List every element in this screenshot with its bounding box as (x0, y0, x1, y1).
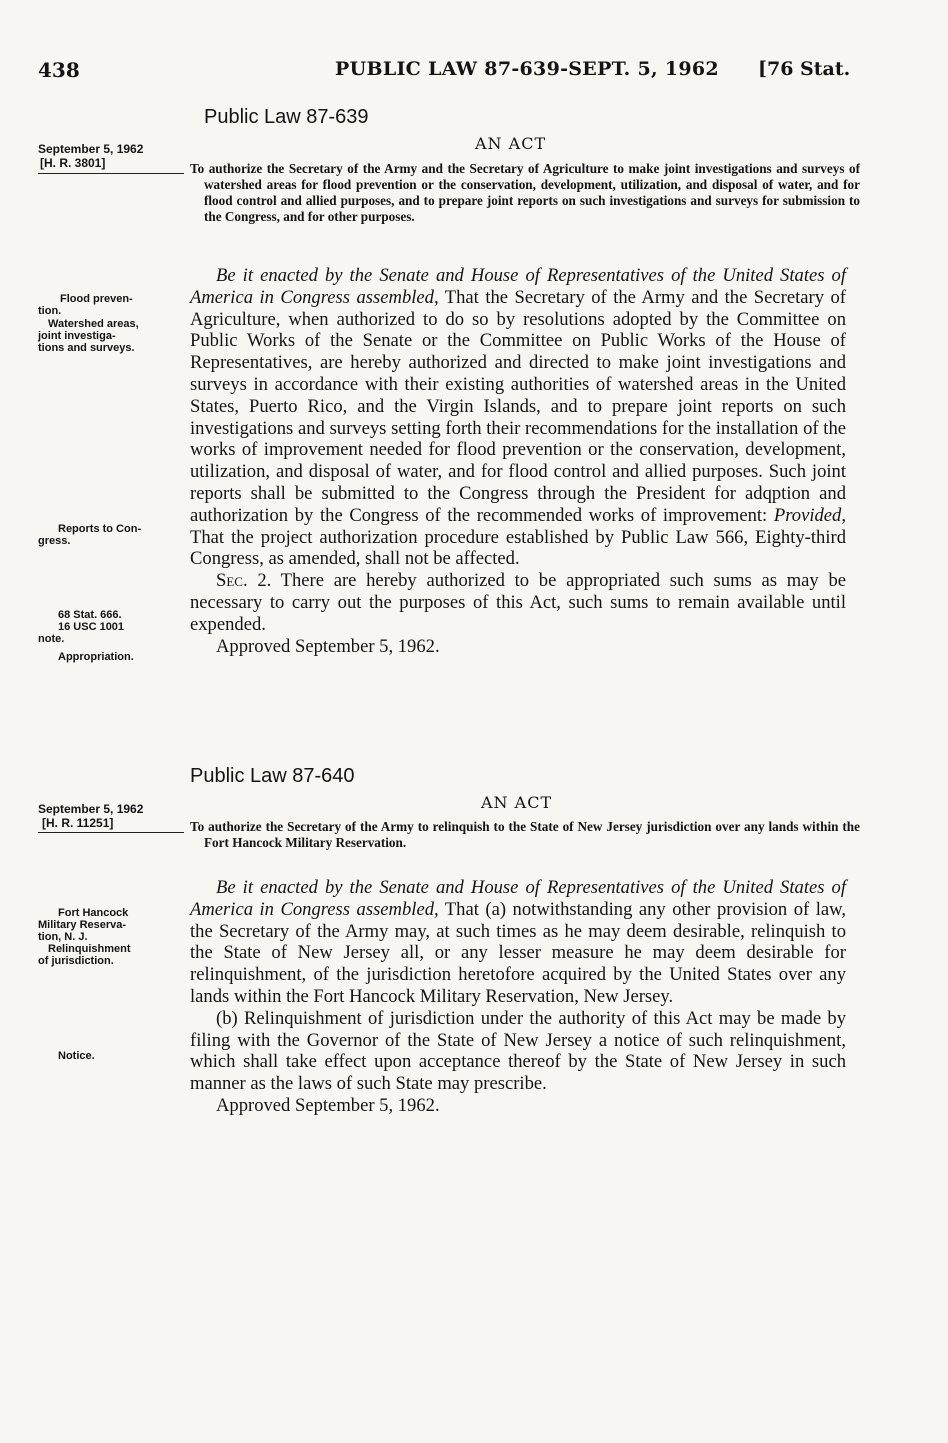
law1-an-act: AN ACT (475, 134, 547, 153)
law1-section1-text: That the Secretary of the Army and the Secretary of Agriculture, when authorized to do so by resolutions adopted by the Committee on Public Works of the Senate or the Committee on Public Works of the House of Representatives, are hereby authorized and directed to make joint investigations and surveys in accordance with their existing authorities of watershed areas in the United States, Puerto Rico, and the Virgin Islands, and to prepare joint reports on such investigations and surveys setting forth their recommendations for the installation of the works of improvement needed for flood prevention or the conservation, development, utilization, and disposal of water, and for flood control and allied purposes. Such joint reports shall be submitted to the Congress through the President for adqption and authorization by the Congress of the recommended works of improvement: (190, 286, 846, 526)
law1-provided: Provided, (773, 504, 846, 526)
running-title: PUBLIC LAW 87-639-SEPT. 5, 1962 (335, 58, 719, 80)
margin-note-fort-hancock: Fort Hancock Military Reserva- tion, N. J. (38, 907, 129, 943)
law1-enacting-clause: Be it enacted by the Senate and House of Representatives of the United States of America in Congress assembled, (190, 265, 846, 308)
law2-body (190, 877, 846, 1117)
margin-note-reports: Reports to Con- gress. (38, 523, 142, 547)
law1-synopsis: To authorize the Secretary of the Army and the Secretary of Agriculture to make joint investigations and surveys of watershed areas for flood prevention or the conservation, development, utilization, and disposal of water, and for flood control and allied purposes, and to prepare joint reports on such investigations and surveys for submission to the Congress, and for other purposes. (190, 161, 860, 224)
law2-synopsis: To authorize the Secretary of the Army to relinquish to the State of New Jersey jurisdiction over any lands within the Fort Hancock Military Reservation. (190, 819, 860, 850)
law2-date-block (38, 802, 184, 830)
margin-note-notice: Notice. (58, 1050, 95, 1062)
law1-section1-proviso: That the project authorization procedure established by Public Law 566, Eighty-third Congress, as amended, shall not be affected. (190, 526, 846, 570)
law1-date: September 5, 1962 (38, 142, 144, 156)
law1-section1 (190, 265, 846, 570)
law1-title: Public Law 87-639 (204, 106, 369, 128)
running-header (0, 58, 948, 88)
law1-date-block (38, 142, 176, 170)
law1-margin-rule (38, 173, 184, 174)
law2-date: September 5, 1962 (38, 802, 144, 816)
margin-note-appropriation: Appropriation. (58, 651, 134, 663)
law2-approved: Approved September 5, 1962. (216, 1094, 440, 1116)
law2-section-a-text: That (a) notwithstanding any other provision of law, the Secretary of the Army may, at such times as he may deem desirable, relinquish to the State of New Jersey all, or any lesser measure he may deem desirable for relinquishment, of the jurisdiction heretofore acquired by the United States over any lands within the Fort Hancock Military Reservation, New Jersey. (190, 898, 846, 1007)
law2-bill: [H. R. 11251] (42, 816, 114, 830)
law1-bill: [H. R. 3801] (40, 156, 106, 170)
law1-approved: Approved September 5, 1962. (216, 635, 440, 657)
law2-section-b: (b) Relinquishment of jurisdiction under the authority of this Act may be made by filing with the Governor of the State of New Jersey a notice of such relinquishment, which shall take effect upon acceptance thereof by the State of New Jersey in such manner as the laws of such State may prescribe. (190, 1007, 846, 1095)
law2-title: Public Law 87-640 (190, 765, 355, 787)
volume-reference: [76 Stat. (758, 58, 851, 80)
law1-section2-text: There are hereby authorized to be appropriated such sums as may be necessary to carry out the purposes of this Act, such sums to remain available until expended. (190, 570, 846, 635)
margin-note-stat: 68 Stat. 666. 16 USC 1001 note. (38, 609, 125, 645)
margin-note-watershed: Watershed areas, joint investiga- tions and surveys. (38, 318, 139, 354)
law2-an-act: AN ACT (481, 793, 553, 812)
law2-section-a (190, 877, 846, 1008)
margin-note-relinquishment: Relinquishment of jurisdiction. (38, 943, 131, 967)
page-number: 438 (38, 58, 80, 82)
law2-enacting-clause: Be it enacted by the Senate and House of Representatives of the United States of America in Congress assembled, (190, 877, 846, 920)
law2-margin-rule (38, 832, 184, 833)
law1-section2 (190, 570, 846, 635)
law1-body (190, 265, 846, 657)
law1-section2-label: Sec. 2. (216, 570, 272, 592)
margin-note-flood-prevention: Flood preven- tion. (38, 293, 133, 317)
